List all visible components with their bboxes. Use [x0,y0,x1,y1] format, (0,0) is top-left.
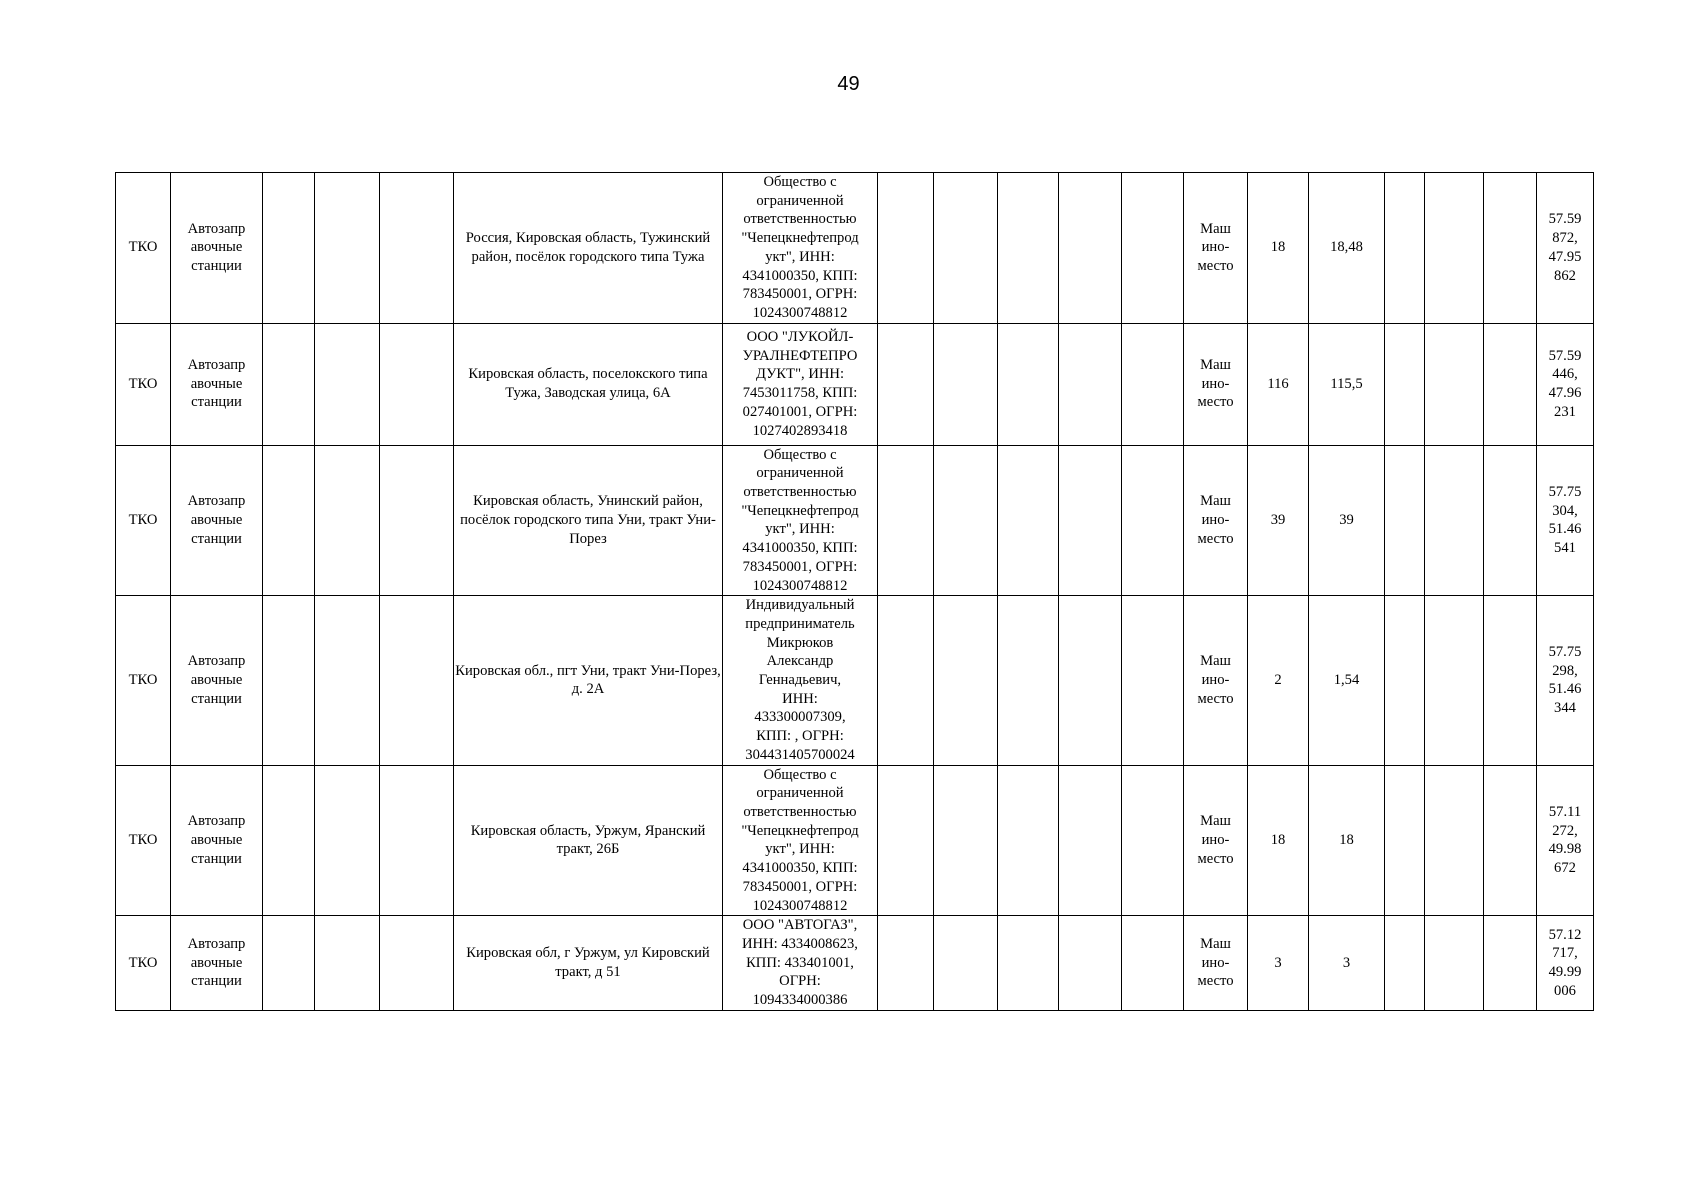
facility-type-cell: Автозапр авочные станции [171,916,263,1011]
empty-cell [1484,323,1537,445]
empty-cell [934,445,998,596]
page-number: 49 [837,73,860,95]
empty-cell [1122,445,1184,596]
empty-cell [934,596,998,765]
volume-cell: 39 [1309,445,1385,596]
volume-cell: 1,54 [1309,596,1385,765]
table-row [116,173,1594,324]
waste-category-cell: ТКО [116,323,171,445]
quantity-cell: 18 [1248,765,1309,916]
facility-type-cell: Автозапр авочные станции [171,445,263,596]
volume-cell: 18 [1309,765,1385,916]
coordinates-cell: 57.11 272, 49.98 672 [1537,765,1594,916]
unit-cell: Маш ино- место [1184,916,1248,1011]
empty-cell [878,916,934,1011]
empty-cell [1484,596,1537,765]
empty-cell [1425,916,1484,1011]
owner-cell: Общество с ограниченной ответственностью "Чепецкнефтепрод укт", ИНН: 4341000350, КПП: 783450001, ОГРН: 1024300748812 [723,173,878,324]
coordinates-cell: 57.75 304, 51.46 541 [1537,445,1594,596]
empty-cell [998,596,1059,765]
empty-cell [263,765,315,916]
table-row [116,445,1594,596]
empty-cell [1059,765,1122,916]
coordinates-cell: 57.75 298, 51.46 344 [1537,596,1594,765]
facility-type-cell: Автозапр авочные станции [171,323,263,445]
volume-cell: 3 [1309,916,1385,1011]
waste-category-cell: ТКО [116,173,171,324]
empty-cell [1425,765,1484,916]
empty-cell [1385,596,1425,765]
table-row [116,916,1594,1011]
empty-cell [1425,323,1484,445]
address-cell: Кировская обл, г Уржум, ул Кировский тракт, д 51 [454,916,723,1011]
empty-cell [1484,173,1537,324]
empty-cell [998,445,1059,596]
empty-cell [1122,323,1184,445]
quantity-cell: 3 [1248,916,1309,1011]
facility-register-table [115,172,1594,1011]
address-cell: Кировская область, поселокского типа Тужа, Заводская улица, 6А [454,323,723,445]
owner-cell: Общество с ограниченной ответственностью "Чепецкнефтепрод укт", ИНН: 4341000350, КПП: 783450001, ОГРН: 1024300748812 [723,765,878,916]
empty-cell [1425,173,1484,324]
empty-cell [934,916,998,1011]
coordinates-cell: 57.59 446, 47.96 231 [1537,323,1594,445]
empty-cell [315,445,380,596]
empty-cell [263,173,315,324]
empty-cell [934,323,998,445]
empty-cell [315,916,380,1011]
empty-cell [1122,916,1184,1011]
empty-cell [878,173,934,324]
table-row [116,765,1594,916]
empty-cell [1385,916,1425,1011]
empty-cell [380,445,454,596]
waste-category-cell: ТКО [116,445,171,596]
empty-cell [263,445,315,596]
address-cell: Россия, Кировская область, Тужинский район, посёлок городского типа Тужа [454,173,723,324]
facility-type-cell: Автозапр авочные станции [171,596,263,765]
empty-cell [380,323,454,445]
unit-cell: Маш ино- место [1184,596,1248,765]
empty-cell [380,916,454,1011]
empty-cell [315,765,380,916]
quantity-cell: 2 [1248,596,1309,765]
empty-cell [934,765,998,916]
empty-cell [1122,765,1184,916]
volume-cell: 18,48 [1309,173,1385,324]
waste-category-cell: ТКО [116,596,171,765]
empty-cell [380,173,454,324]
empty-cell [878,323,934,445]
coordinates-cell: 57.59 872, 47.95 862 [1537,173,1594,324]
empty-cell [878,445,934,596]
table-row [116,596,1594,765]
empty-cell [263,323,315,445]
quantity-cell: 116 [1248,323,1309,445]
empty-cell [315,596,380,765]
empty-cell [1122,596,1184,765]
empty-cell [1385,445,1425,596]
unit-cell: Маш ино- место [1184,323,1248,445]
unit-cell: Маш ино- место [1184,445,1248,596]
empty-cell [1425,596,1484,765]
volume-cell: 115,5 [1309,323,1385,445]
table-row [116,323,1594,445]
empty-cell [380,765,454,916]
empty-cell [998,173,1059,324]
empty-cell [1059,916,1122,1011]
coordinates-cell: 57.12 717, 49.99 006 [1537,916,1594,1011]
empty-cell [1484,445,1537,596]
address-cell: Кировская обл., пгт Уни, тракт Уни-Порез, д. 2А [454,596,723,765]
empty-cell [998,916,1059,1011]
empty-cell [1385,765,1425,916]
empty-cell [878,765,934,916]
empty-cell [1059,323,1122,445]
owner-cell: ООО "ЛУКОЙЛ- УРАЛНЕФТЕПРО ДУКТ", ИНН: 7453011758, КПП: 027401001, ОГРН: 1027402893418 [723,323,878,445]
empty-cell [263,596,315,765]
empty-cell [1385,173,1425,324]
empty-cell [998,765,1059,916]
owner-cell: ООО "АВТОГАЗ", ИНН: 4334008623, КПП: 433401001, ОГРН: 1094334000386 [723,916,878,1011]
empty-cell [998,323,1059,445]
empty-cell [1484,765,1537,916]
address-cell: Кировская область, Уржум, Яранский тракт, 26Б [454,765,723,916]
waste-category-cell: ТКО [116,765,171,916]
owner-cell: Индивидуальный предприниматель Микрюков Александр Геннадьевич, ИНН: 433300007309, КПП: , ОГРН: 304431405700024 [723,596,878,765]
empty-cell [1385,323,1425,445]
empty-cell [315,323,380,445]
empty-cell [1059,445,1122,596]
facility-type-cell: Автозапр авочные станции [171,173,263,324]
unit-cell: Маш ино- место [1184,765,1248,916]
facility-type-cell: Автозапр авочные станции [171,765,263,916]
quantity-cell: 39 [1248,445,1309,596]
waste-category-cell: ТКО [116,916,171,1011]
empty-cell [934,173,998,324]
empty-cell [878,596,934,765]
owner-cell: Общество с ограниченной ответственностью "Чепецкнефтепрод укт", ИНН: 4341000350, КПП: 783450001, ОГРН: 1024300748812 [723,445,878,596]
empty-cell [263,916,315,1011]
empty-cell [315,173,380,324]
unit-cell: Маш ино- место [1184,173,1248,324]
empty-cell [1059,596,1122,765]
empty-cell [1425,445,1484,596]
empty-cell [1484,916,1537,1011]
address-cell: Кировская область, Унинский район, посёлок городского типа Уни, тракт Уни-Порез [454,445,723,596]
empty-cell [1122,173,1184,324]
quantity-cell: 18 [1248,173,1309,324]
empty-cell [1059,173,1122,324]
empty-cell [380,596,454,765]
